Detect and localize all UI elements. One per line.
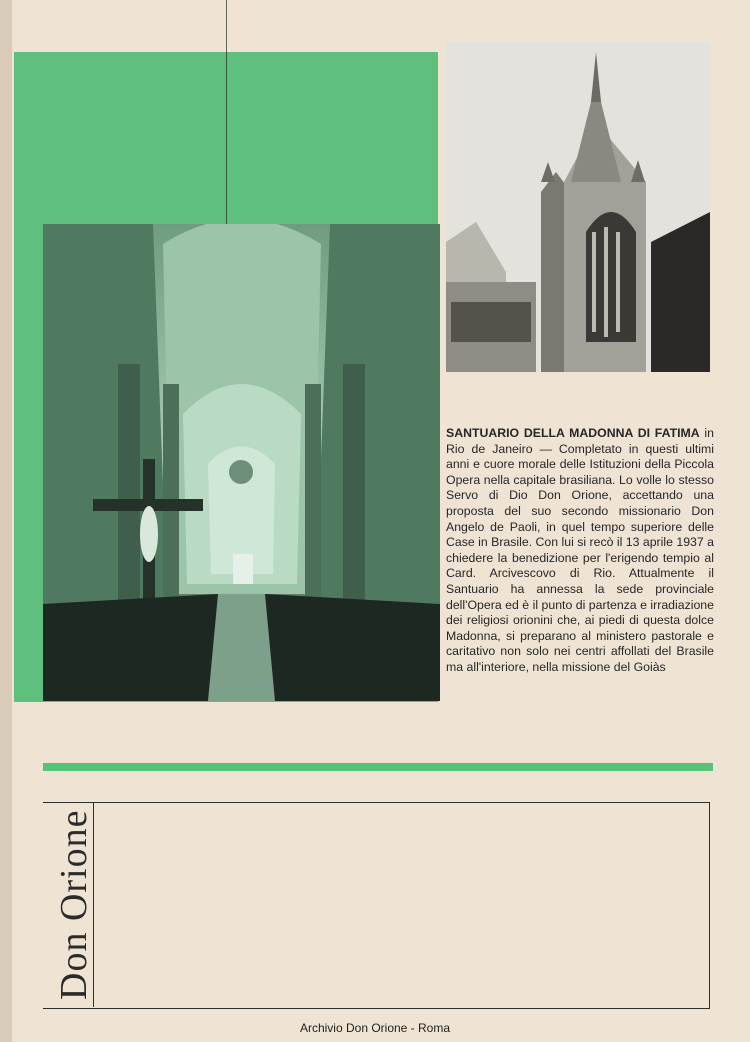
lower-frame — [43, 802, 710, 1009]
caption-paragraph — [446, 426, 714, 676]
sanctuary-tower-photo — [446, 42, 710, 372]
page-edge — [0, 0, 12, 1042]
sanctuary-interior-photo — [43, 224, 440, 701]
tower-illustration — [446, 42, 710, 372]
caption-body: in Rio de Janeiro — Completato in questi ultimi anni e cuore morale delle Istituzioni della Piccola Opera nella capitale brasiliana. Lo volle lo stesso Servo di Dio Don Orione, accettando una proposta del suo secondo missionario Don Angelo de Paoli, in quel tempo superiore delle Case in Brasile. Con lui si recò il 13 aprile 1937 a chiedere la benedizione per l'erigendo tempio al Card. Arcivescovo di Rio. Attualmente il Santuario ha annessa la sede provinciale dell'Opera ed è il punto di partenza e irradiazione dei religiosi orionini che, ai piedi di questa dolce Madonna, si preparano al ministero pastorale e caritativo non solo nei centri affollati del Brasile ma all'interiore, nella missione del Goiàs — [446, 426, 714, 674]
interior-illustration — [43, 224, 440, 701]
archive-footer: Archivio Don Orione - Roma — [299, 1021, 451, 1035]
green-divider — [43, 763, 713, 771]
caption-title: SANTUARIO DELLA MADONNA DI FATIMA — [446, 426, 700, 440]
vertical-title: Don Orione — [53, 809, 95, 1000]
